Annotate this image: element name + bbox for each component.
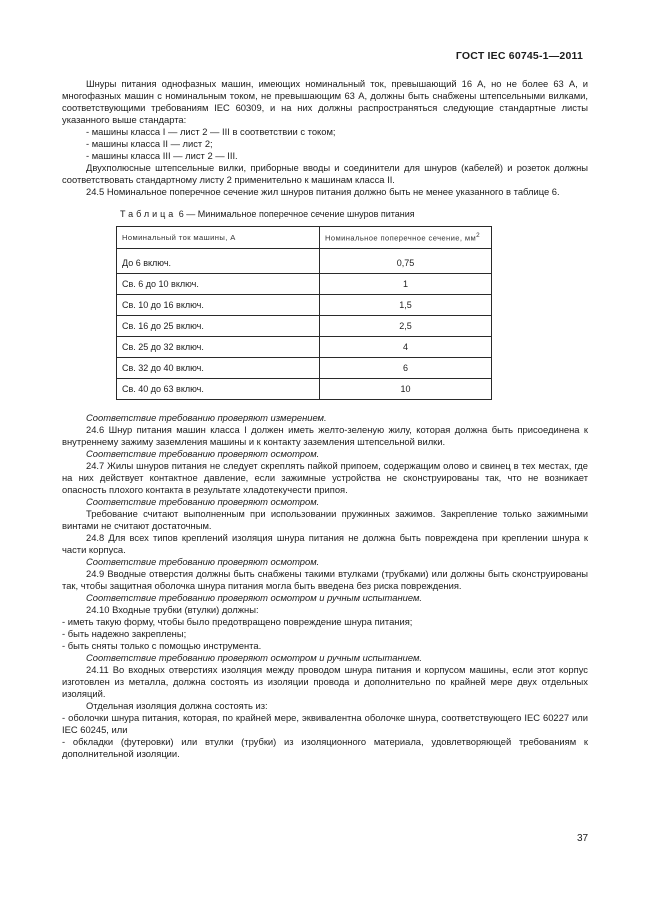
list-item-tool: - быть сняты только с помощью инструмента. bbox=[62, 640, 262, 651]
column-header-current: Номинальный ток машины, А bbox=[117, 227, 320, 249]
table-caption-prefix: Таблица bbox=[120, 209, 177, 219]
table-row bbox=[117, 316, 492, 337]
list-item-sheath: - оболочки шнура питания, которая, по крайней мере, эквивалентна оболочке шнура, соответствующего IEC 60227 или IEC 60245, или bbox=[62, 712, 588, 735]
cell-section: 1 bbox=[320, 274, 492, 295]
cell-current: До 6 включ. bbox=[117, 249, 320, 274]
cell-current: Св. 32 до 40 включ. bbox=[117, 358, 320, 379]
cell-current: Св. 16 до 25 включ. bbox=[117, 316, 320, 337]
table-row bbox=[117, 337, 492, 358]
cell-section: 10 bbox=[320, 379, 492, 400]
table-caption bbox=[120, 208, 588, 220]
compliance-inspection-manual: Соответствие требованию проверяют осмотром и ручным испытанием. bbox=[86, 652, 422, 663]
cell-current: Св. 10 до 16 включ. bbox=[117, 295, 320, 316]
paragraph-24-6: 24.6 Шнур питания машин класса I должен иметь желто-зеленую жилу, которая должна быть присоединена к внутреннему зажиму заземления машины и к контакту заземления штепсельной вилки. bbox=[62, 424, 588, 447]
cell-section: 0,75 bbox=[320, 249, 492, 274]
list-item-class-3: - машины класса III — лист 2 — III. bbox=[86, 150, 238, 161]
table-row bbox=[117, 274, 492, 295]
list-item-class-1: - машины класса I — лист 2 — III в соответствии с током; bbox=[86, 126, 336, 137]
table-row bbox=[117, 358, 492, 379]
list-item-shape: - иметь такую форму, чтобы было предотвращено повреждение шнура питания; bbox=[62, 616, 413, 627]
list-item-fixed: - быть надежно закреплены; bbox=[62, 628, 187, 639]
cross-section-table bbox=[116, 226, 492, 400]
compliance-inspection: Соответствие требованию проверяют осмотром. bbox=[86, 448, 320, 459]
compliance-inspection: Соответствие требованию проверяют осмотром. bbox=[86, 496, 320, 507]
paragraph-24-7: 24.7 Жилы шнуров питания не следует скреплять пайкой припоем, содержащим олово и свинец в тех местах, где на них действует контактное давление, если зажимные устройства не сконструированы так, что не возникает опасность плохого контакта в результате хладотекучести припоя. bbox=[62, 460, 588, 495]
paragraph-plugs-intro: Шнуры питания однофазных машин, имеющих номинальный ток, превышающий 16 А, но не более 63 А, и многофазных машин с номинальным током, не превышающим 63 А, должны быть снабжены штепсельными вилками, соответствующими требованиям IEC 60309, и на них должны распространяться следующие стандартные листы указанного выше стандарта: bbox=[62, 78, 588, 125]
paragraph-two-pole-plugs: Двухполюсные штепсельные вилки, приборные вводы и соединители для шнуров (кабелей) и розеток должны соответствовать стандартному листу 2 применительно к машинам класса II. bbox=[62, 162, 588, 185]
cell-current: Св. 40 до 63 включ. bbox=[117, 379, 320, 400]
paragraph-24-5: 24.5 Номинальное поперечное сечение жил шнуров питания должно быть не менее указанного в таблице 6. bbox=[86, 186, 560, 197]
paragraph-separate-insulation: Отдельная изоляция должна состоять из: bbox=[86, 700, 268, 711]
table-row bbox=[117, 249, 492, 274]
column-header-section-sup: 2 bbox=[476, 232, 481, 240]
table-row bbox=[117, 379, 492, 400]
compliance-measurement: Соответствие требованию проверяют измерением. bbox=[86, 412, 327, 423]
column-header-section bbox=[320, 227, 492, 249]
table-header-row bbox=[117, 227, 492, 249]
compliance-inspection: Соответствие требованию проверяют осмотром. bbox=[86, 556, 320, 567]
paragraph-24-10: 24.10 Входные трубки (втулки) должны: bbox=[86, 604, 259, 615]
cell-current: Св. 6 до 10 включ. bbox=[117, 274, 320, 295]
list-item-class-2: - машины класса II — лист 2; bbox=[86, 138, 213, 149]
paragraph-24-9: 24.9 Вводные отверстия должны быть снабжены такими втулками (трубками) или должны быть сконструированы так, чтобы защитная оболочка шнура питания могла быть введена без риска повреждения. bbox=[62, 568, 588, 591]
column-header-section-text: Номинальное поперечное сечение, мм bbox=[325, 233, 477, 243]
cell-section: 2,5 bbox=[320, 316, 492, 337]
cell-section: 1,5 bbox=[320, 295, 492, 316]
cell-section: 4 bbox=[320, 337, 492, 358]
document-body bbox=[62, 78, 588, 760]
table-caption-title: 6 — Минимальное поперечное сечение шнуров питания bbox=[176, 209, 415, 219]
paragraph-24-8: 24.8 Для всех типов креплений изоляция шнура питания не должна быть повреждена при креплении шнура к части корпуса. bbox=[62, 532, 588, 555]
cell-section: 6 bbox=[320, 358, 492, 379]
cell-current: Св. 25 до 32 включ. bbox=[117, 337, 320, 358]
list-item-lining: - обкладки (футеровки) или втулки (трубки) из изоляционного материала, удовлетворяющей требованиям к дополнительной изоляции. bbox=[62, 736, 588, 759]
page-header: ГОСТ IEC 60745-1—2011 bbox=[455, 50, 583, 62]
page-number: 37 bbox=[577, 833, 589, 844]
table-row bbox=[117, 295, 492, 316]
compliance-inspection-manual: Соответствие требованию проверяют осмотром и ручным испытанием. bbox=[86, 592, 422, 603]
paragraph-spring-clamps: Требование считают выполненным при использовании пружинных зажимов. Закрепление только зажимными винтами не считают достаточным. bbox=[62, 508, 588, 531]
paragraph-24-11: 24.11 Во входных отверстиях изоляция между проводом шнура питания и корпусом машины, если этот корпус изготовлен из металла, должна состоять из изоляции провода и дополнительно по крайней мере двух отдельных изоляций. bbox=[62, 664, 588, 699]
